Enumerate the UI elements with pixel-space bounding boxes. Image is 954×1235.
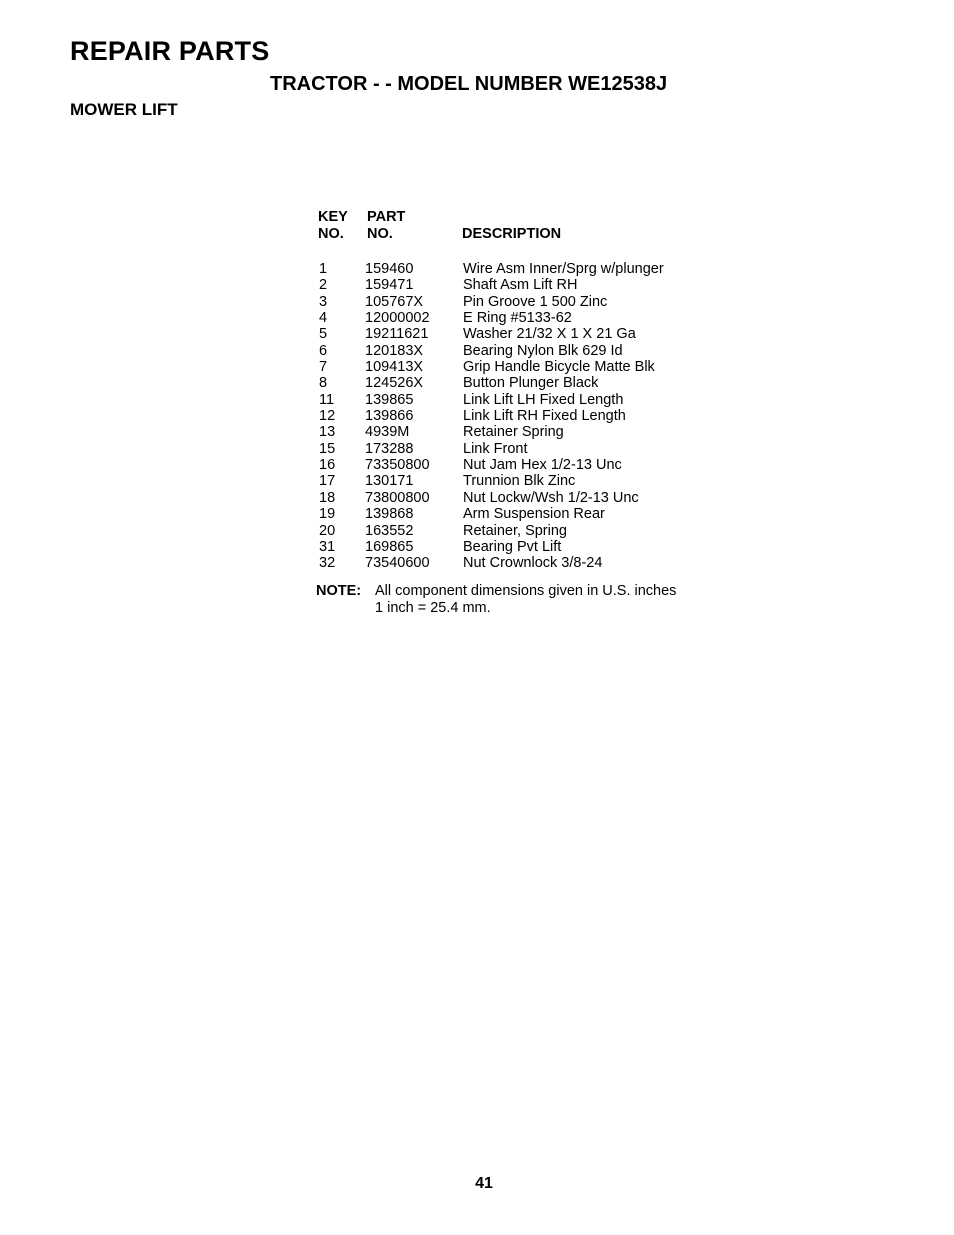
table-row xyxy=(318,506,738,522)
part-column-header xyxy=(367,209,405,243)
table-row xyxy=(318,523,738,539)
key-no: 8 xyxy=(319,375,328,392)
table-row xyxy=(318,408,738,424)
part-description: Grip Handle Bicycle Matte Blk xyxy=(463,359,655,376)
key-no: 5 xyxy=(319,326,328,343)
part-no: 159471 xyxy=(365,277,414,294)
section-heading: MOWER LIFT xyxy=(70,100,178,119)
part-description: Link Front xyxy=(463,440,528,457)
key-column-header xyxy=(318,209,348,243)
key-no: 32 xyxy=(319,555,336,572)
description-column-header: DESCRIPTION xyxy=(462,226,562,242)
part-description: Bearing Nylon Blk 629 Id xyxy=(463,342,623,359)
part-description: Link Lift LH Fixed Length xyxy=(463,391,624,408)
key-no: 18 xyxy=(319,489,336,506)
part-no: 12000002 xyxy=(365,310,430,327)
note-line1: All component dimensions given in U.S. inches xyxy=(375,583,677,599)
key-no: 17 xyxy=(319,473,336,490)
key-no: 12 xyxy=(319,408,336,425)
model-subtitle: TRACTOR - - MODEL NUMBER WE12538J xyxy=(270,73,668,95)
note-text xyxy=(375,583,708,616)
part-no: 139868 xyxy=(365,506,414,523)
part-no: 169865 xyxy=(365,538,414,555)
key-no: 20 xyxy=(319,522,336,539)
part-no: 173288 xyxy=(365,440,414,457)
part-no: 105767X xyxy=(365,293,424,310)
part-description: Bearing Pvt Lift xyxy=(463,538,562,555)
part-description: Nut Jam Hex 1/2-13 Unc xyxy=(463,457,622,474)
table-row xyxy=(318,375,738,391)
part-description: E Ring #5133-62 xyxy=(463,310,572,327)
key-no: 4 xyxy=(319,310,328,327)
table-row xyxy=(318,473,738,489)
key-no: 7 xyxy=(319,359,328,376)
part-description: Nut Lockw/Wsh 1/2-13 Unc xyxy=(463,489,639,506)
key-no: 31 xyxy=(319,538,336,555)
part-header-line1: PART xyxy=(367,209,406,225)
part-no: 159460 xyxy=(365,261,414,277)
key-no: 15 xyxy=(319,440,336,457)
part-description: Nut Crownlock 3/8-24 xyxy=(463,555,603,572)
part-description: Arm Suspension Rear xyxy=(463,506,605,523)
part-no: 130171 xyxy=(365,473,414,490)
key-no: 16 xyxy=(319,457,336,474)
table-row xyxy=(318,392,738,408)
part-header-line2: NO. xyxy=(367,226,393,242)
part-description: Pin Groove 1 500 Zinc xyxy=(463,293,608,310)
table-row xyxy=(318,326,738,342)
part-description: Washer 21/32 X 1 X 21 Ga xyxy=(463,326,636,343)
part-description: Trunnion Blk Zinc xyxy=(463,473,576,490)
part-no: 120183X xyxy=(365,342,424,359)
part-no: 73540600 xyxy=(365,555,430,572)
part-description: Link Lift RH Fixed Length xyxy=(463,408,626,425)
table-row xyxy=(318,294,738,310)
part-description: Wire Asm Inner/Sprg w/plunger xyxy=(463,261,664,277)
part-no: 73350800 xyxy=(365,457,430,474)
part-description: Retainer, Spring xyxy=(463,522,567,539)
table-row xyxy=(318,424,738,440)
table-row xyxy=(318,490,738,506)
table-row xyxy=(318,261,738,277)
part-no: 139866 xyxy=(365,408,414,425)
page-title: REPAIR PARTS xyxy=(70,36,270,66)
key-no: 13 xyxy=(319,424,336,441)
table-row xyxy=(318,539,738,555)
note-label: NOTE: xyxy=(316,583,362,599)
key-header-line2: NO. xyxy=(318,226,344,242)
part-description: Shaft Asm Lift RH xyxy=(463,277,578,294)
page-number: 41 xyxy=(475,1175,493,1192)
note-line2: 1 inch = 25.4 mm. xyxy=(375,599,491,616)
table-row xyxy=(318,277,738,293)
key-no: 6 xyxy=(319,342,328,359)
table-row xyxy=(318,555,738,571)
key-no: 2 xyxy=(319,277,328,294)
table-row xyxy=(318,457,738,473)
table-row xyxy=(318,310,738,326)
part-no: 124526X xyxy=(365,375,424,392)
table-row xyxy=(318,343,738,359)
key-no: 1 xyxy=(319,261,328,277)
part-no: 73800800 xyxy=(365,489,430,506)
part-description: Retainer Spring xyxy=(463,424,564,441)
part-no: 109413X xyxy=(365,359,424,376)
part-no: 4939M xyxy=(365,424,410,441)
part-no: 19211621 xyxy=(365,326,429,343)
table-row xyxy=(318,441,738,457)
key-no: 19 xyxy=(319,506,336,523)
table-row xyxy=(318,359,738,375)
part-no: 163552 xyxy=(365,522,414,539)
part-no: 139865 xyxy=(365,391,414,408)
key-no: 11 xyxy=(319,391,335,408)
parts-list xyxy=(318,261,738,572)
part-description: Button Plunger Black xyxy=(463,375,599,392)
key-no: 3 xyxy=(319,293,328,310)
key-header-line1: KEY xyxy=(318,209,348,225)
